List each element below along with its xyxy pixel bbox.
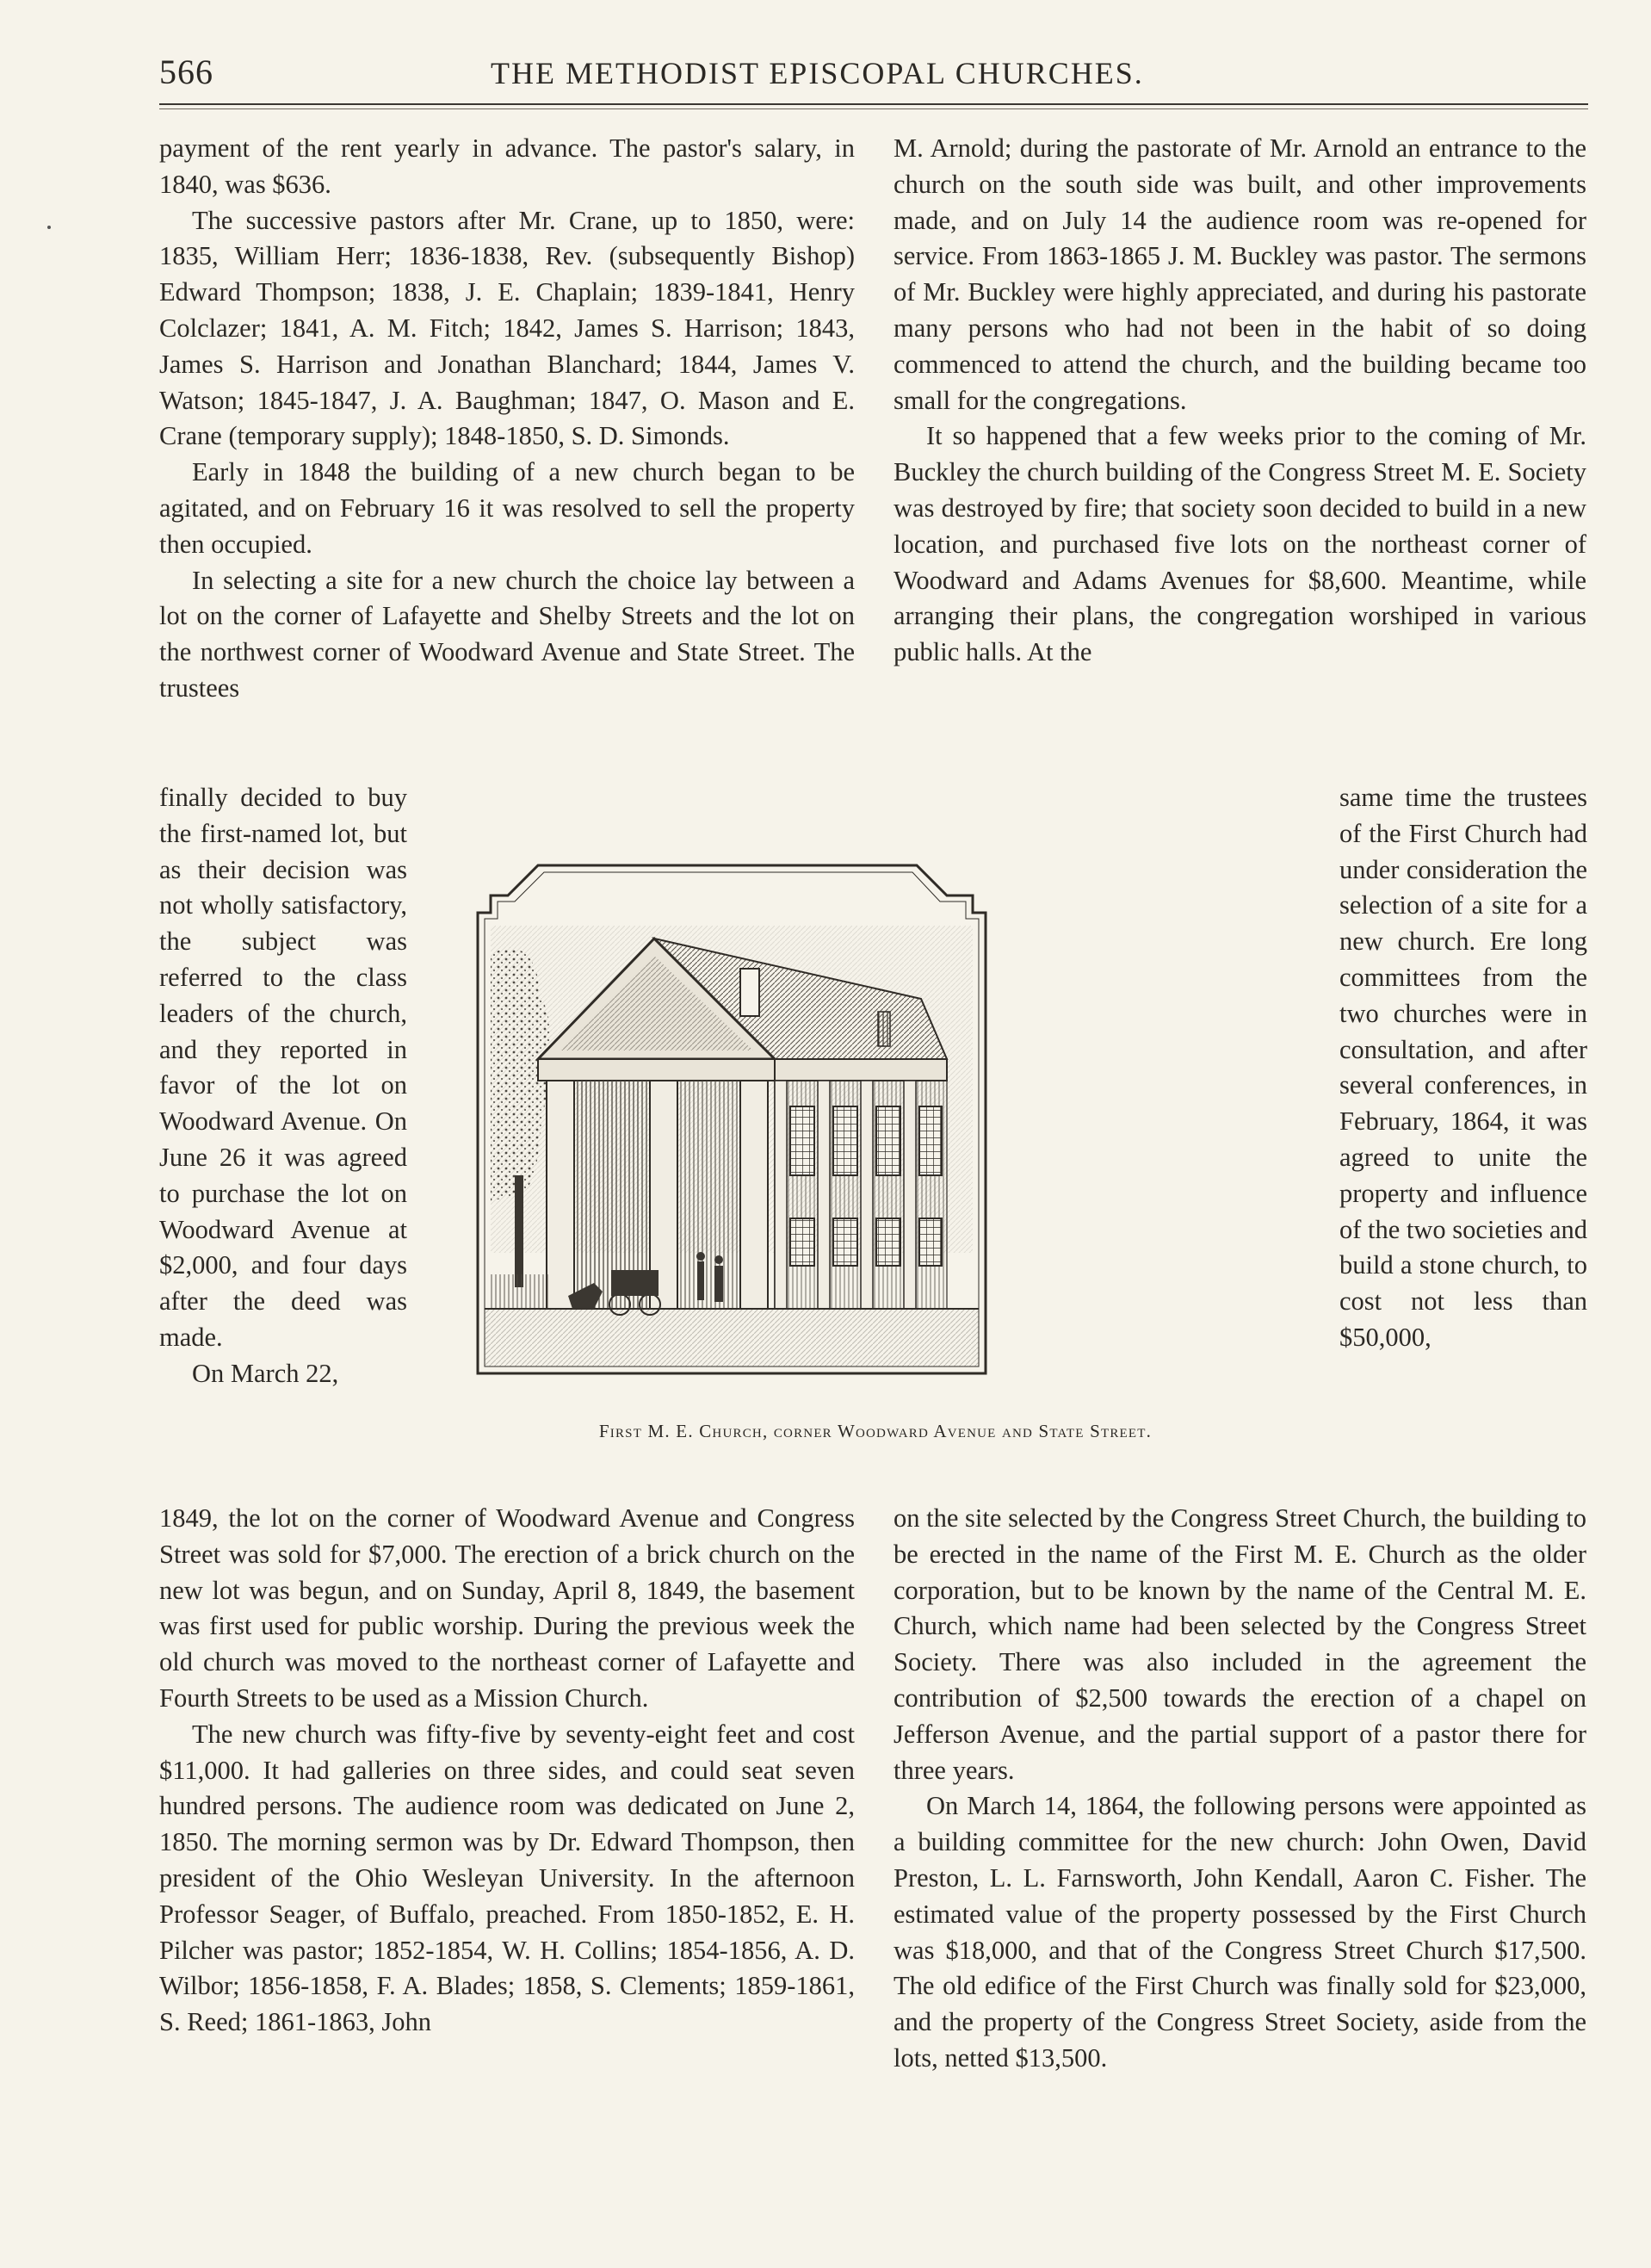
paragraph: It so happened that a few weeks prior to the coming of Mr. Buckley the church building of the Congress Street M. E. Society was destroyed by fire; that society soon decided to build in a new location, and purchased five lots on the northeast corner of Woodward and Adams Avenues for $8,600. Meantime, while arranging their plans, the congregation worshiped in various public halls. At the	[894, 421, 1586, 667]
left-column-narrow	[159, 780, 407, 1392]
page-header	[159, 52, 1588, 103]
page-number: 566	[159, 53, 213, 91]
paragraph: The new church was fifty-five by seventy-eight feet and cost $11,000. It had galleries on three sides, and could seat seven hundred persons. The audience room was dedicated on June 2, 1850. The morning sermon was by Dr. Edward Thompson, then president of the Ohio Wesleyan University. In the afternoon Professor Seager, of Buffalo, preached. From 1850-1852, E. H. Pilcher was pastor; 1852-1854, W. H. Collins; 1854-1856, A. D. Wilbor; 1856-1858, F. A. Blades; 1858, S. Clements; 1859-1861, S. Reed; 1861-1863, John	[159, 1719, 855, 2037]
paragraph: on the site selected by the Congress Street Church, the building to be erected in the name of the First M. E. Church as the older corporation, but to be known by the name of the Central M. E. Church, which name had been selected by the Congress Street Society. There was also included in the agreement the contribution of $2,500 towards the erection of a chapel on Jefferson Avenue, and the partial support of a pastor there for three years.	[894, 1503, 1586, 1785]
left-column-top	[159, 131, 855, 707]
paragraph: 1849, the lot on the corner of Woodward Avenue and Congress Street was sold for $7,000. The erection of a brick church on the new lot was begun, and on Sunday, April 8, 1849, the basement was first used for public worship. During the previous week the old church was moved to the northeast corner of Lafayette and Fourth Streets to be used as a Mission Church.	[159, 1503, 855, 1713]
paragraph: M. Arnold; during the pastorate of Mr. Arnold an entrance to the church on the south side was built, and other improvements made, and on July 14 the audience room was re-opened for service. From 1863-1865 J. M. Buckley was pastor. The sermons of Mr. Buckley were highly appreciated, and during his pastorate many persons who had not been in the habit of so doing commenced to attend the church, and the building became too small for the congregations.	[894, 133, 1586, 415]
paragraph: payment of the rent yearly in advance. The pastor's salary, in 1840, was $636.	[159, 133, 855, 199]
paragraph: On March 22,	[192, 1358, 339, 1388]
paragraph: Early in 1848 the building of a new church began to be agitated, and on February 16 it was resolved to sell the property then occupied.	[159, 457, 855, 559]
paragraph: finally decided to buy the first-named lot, but as their decision was not wholly satisfactory, the subject was referred to the class leaders of the church, and they reported in favor of the lot on Woodward Avenue. On June 26 it was agreed to purchase the lot on Woodward Avenue at $2,000, and four days after the deed was made.	[159, 783, 407, 1352]
paragraph: In selecting a site for a new church the choice lay between a lot on the corner of Lafayette and Shelby Streets and the lot on the northwest corner of Woodward Avenue and State Street. The trustees	[159, 565, 855, 703]
right-column-top	[894, 131, 1586, 671]
left-column-bottom	[159, 1501, 855, 2041]
margin-mark	[47, 226, 51, 229]
church-illustration	[465, 848, 1278, 1399]
paragraph: On March 14, 1864, the following persons were appointed as a building committee for the new church: John Owen, David Preston, L. L. Farnsworth, John Kendall, Aaron C. Fisher. The estimated value of the property possessed by the First Church was $18,000, and that of the Congress Street Church $17,500. The old edifice of the First Church was finally sold for $23,000, and the property of the Congress Street Society, aside from the lots, netted $13,500.	[894, 1791, 1586, 2073]
paragraph: The successive pastors after Mr. Crane, up to 1850, were: 1835, William Herr; 1836-1838, Rev. (subsequently Bishop) Edward Thompson; 1838, J. E. Chaplain; 1839-1841, Henry Colclazer; 1841, A. M. Fitch; 1842, James S. Harrison; 1843, James S. Harrison and Jonathan Blanchard; 1844, James V. Watson; 1845-1847, J. A. Baughman; 1847, O. Mason and E. Crane (temporary supply); 1848-1850, S. D. Simonds.	[159, 205, 855, 451]
header-rule	[159, 103, 1588, 105]
right-column-narrow	[1339, 780, 1587, 1356]
running-title: THE METHODIST EPISCOPAL CHURCHES.	[491, 56, 1144, 90]
church-engraving	[465, 848, 1278, 1399]
paragraph: same time the trustees of the First Church had under consideration the selection of a site for a new church. Ere long committees from the two churches were in consultation, and after several conferences, in February, 1864, it was agreed to unite the property and influence of the two societies and build a stone church, to cost not less than $50,000,	[1339, 783, 1587, 1352]
header-rule-thin	[159, 108, 1588, 109]
right-column-bottom	[894, 1501, 1586, 2077]
figure-caption: First M. E. Church, corner Woodward Avenue and State Street.	[598, 1421, 1153, 1441]
